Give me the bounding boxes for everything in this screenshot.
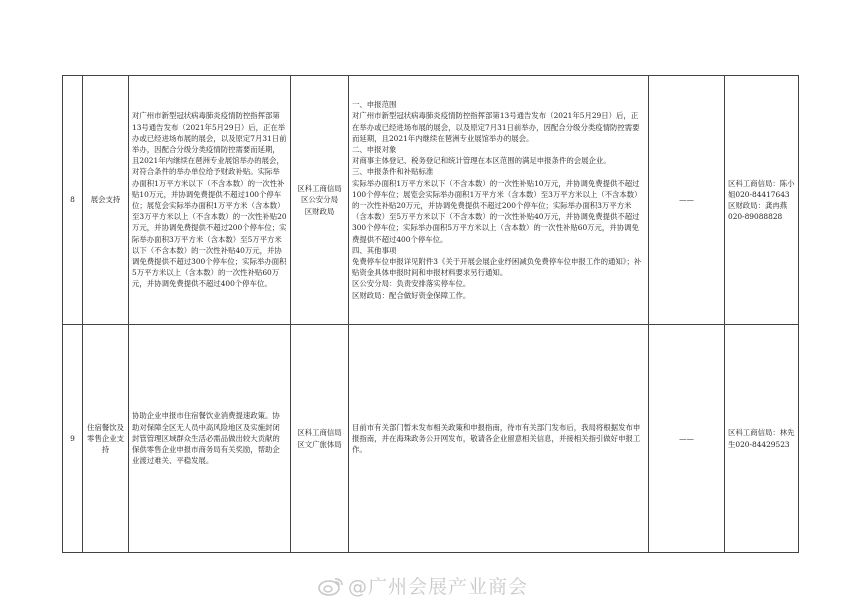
item-name: 展会支持 — [83, 76, 129, 325]
row-number: 9 — [63, 325, 83, 553]
item-name: 住宿餐饮及零售企业支持 — [83, 325, 129, 553]
table-row — [63, 76, 799, 325]
dept-text: 区科工商信局 区公安分局 区财政局 — [297, 184, 342, 216]
responsible-departments — [291, 325, 349, 553]
detail-line: 对广州市新型冠状病毒肺炎疫情防控指挥部第13号通告发布（2021年5月29日）后，正在举办或已经进场布展的展会，以及原定7月31日前举办，因配合分级分类疫情防控需要而延期，且2021年内继续在琶洲专业展馆举办的展会。 — [352, 111, 640, 143]
detail-line: 三、申报条件和补贴标准 — [352, 167, 434, 177]
contact-text: 区科工商信局：陈小姐020-84417643 区财政局：龚冉燕020-89088828 — [728, 178, 795, 222]
detail-line: 区财政局：配合做好资金保障工作。 — [352, 290, 471, 300]
application-detail — [349, 76, 649, 325]
detail-line: 区公安分局：负责安排落实停车位。 — [352, 279, 471, 289]
policy-content: 对广州市新型冠状病毒肺炎疫情防控指挥部第13号通告发布（2021年5月29日）后，正在举办或已经进场布展的展会，以及原定7月31日前举办，因配合分级分类疫情防控需要而延期，且2021年内继续在琶洲专业展馆举办的展会，对符合条件的举办单位给予财政补贴。实际举办面积1万平方米以下（不含本数）的一次性补贴10万元，并协调免费提供不超过100个停车位；展览会实际举办面积1万平方米（含本数）至3万平方米以上（不含本数）的一次性补贴20万元，并协调免费提供不超过200个停车位；实际举办面积3万平方米（含本数）至5万平方米以下（不含本数）的一次性补贴40万元，并协调免费提供不超过300个停车位；实际举办面积5万平方米以上（含本数）的一次性补贴60万元，并协调免费提供不超过400个停车位。 — [129, 76, 291, 325]
application-detail — [349, 325, 649, 553]
detail-line: 目前市有关部门暂未发布相关政策和申报指南，待市有关部门发布后，我局将根据发布申报指南，并在海珠政务公开网发布，敬请各企业留意相关信息，并接相关指引做好申报工作。 — [352, 422, 641, 455]
responsible-departments — [291, 76, 349, 325]
dept-text: 区科工商信局 区文广旅体局 — [297, 428, 342, 449]
detail-line: 四、其他事项 — [352, 245, 397, 255]
contact-info — [725, 76, 799, 325]
weibo-icon — [318, 576, 344, 596]
row-number: 8 — [63, 76, 83, 325]
detail-line: 对商事主体登记、税务登记和统计管理在本区范围的满足申报条件的会展企业。 — [352, 156, 611, 166]
detail-line: 实际举办面积1万平方米以下（不含本数）的一次性补贴10万元，并协调免费提供不超过100个停车位；展览会实际举办面积1万平方米（含本数）至3万平方米以上（不含本数）的一次性补贴20万元，并协调免费提供不超过200个停车位；实际举办面积3万平方米（含本数）至5万平方米以下（不含本数）的一次性补贴40万元，并协调免费提供不超过300个停车位；实际举办面积5万平方米以上（含本数）的一次性补贴60万元，并协调免费提供不超过400个停车位。 — [352, 178, 642, 244]
dash-cell: —— — [649, 325, 725, 553]
watermark-text: @广州会展产业商会 — [348, 576, 529, 598]
contact-info — [725, 325, 799, 553]
detail-line: 一、申报范围 — [352, 100, 397, 110]
table-row — [63, 325, 799, 553]
contact-text: 区科工商信局：林先生020-84429523 — [728, 428, 795, 449]
detail-line: 二、申报对象 — [352, 144, 397, 154]
watermark — [318, 572, 528, 599]
dash-cell: —— — [649, 76, 725, 325]
detail-line: 免费停车位申报详见附件3《关于开展会展企业纾困减负免费停车位申报工作的通知》；补贴资金具体申报时间和申报材料要求另行通知。 — [352, 257, 642, 278]
policy-content: 协助企业申报市住宿餐饮业消费提速政策。协助对保障全区无人员中高风险地区及实施封闭封管管理区域群众生活必需品做出较大贡献的保供零售企业申报市商务局有关奖励，帮助企业渡过难关、平稳发展。 — [129, 325, 291, 553]
policy-table — [62, 75, 799, 553]
